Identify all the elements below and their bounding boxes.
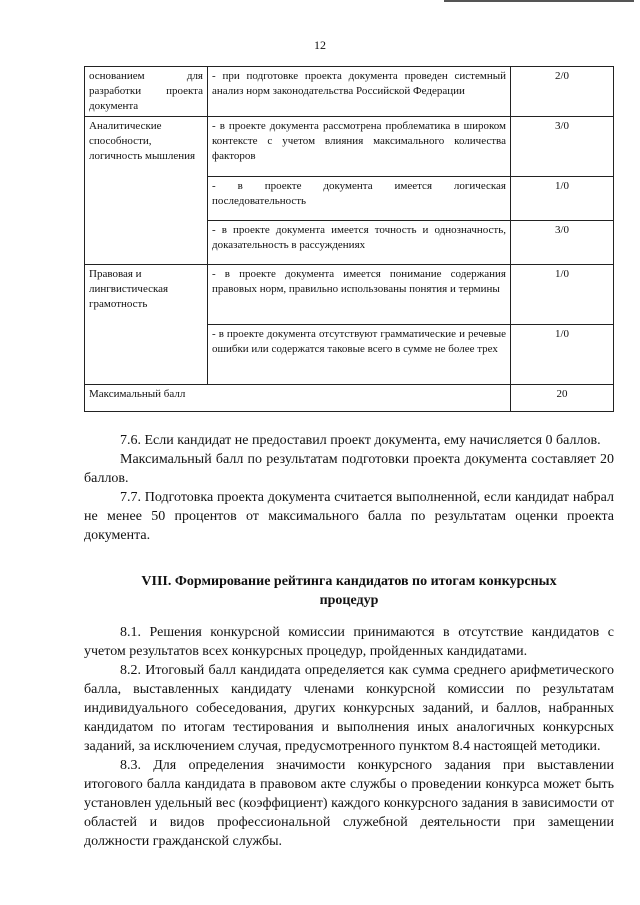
total-value-cell: 20: [511, 385, 614, 412]
indicator-cell: - в проекте документа имеется логическая последовательность: [208, 177, 511, 221]
table-total-row: [85, 385, 614, 412]
paragraph-7-6: 7.6. Если кандидат не предоставил проект документа, ему начисляется 0 баллов.: [120, 433, 601, 448]
paragraphs-bottom: [84, 623, 614, 851]
paragraph-7-7: 7.7. Подготовка проекта документа считается выполненной, если кандидат набрал не менее 50 процентов от максимального балла по результатам оценки проекта документа.: [84, 490, 614, 543]
score-cell: 1/0: [511, 177, 614, 221]
table-row: [85, 67, 614, 117]
score-cell: 3/0: [511, 117, 614, 177]
criteria-table: [84, 66, 614, 412]
indicator-cell: - в проекте документа имеется точность и однозначность, доказательность в рассуждениях: [208, 221, 511, 265]
paragraph-8-1: 8.1. Решения конкурсной комиссии принимаются в отсутствие кандидатов с учетом результатов всех конкурсных процедур, пройденных кандидатами.: [84, 625, 614, 659]
paragraphs-top: [84, 431, 614, 545]
section-title: VIII. Формирование рейтинга кандидатов по итогам конкурсных процедур: [141, 574, 557, 608]
criterion-cell: основанием для разработки проекта документа: [85, 67, 208, 117]
paragraph-8-2: 8.2. Итоговый балл кандидата определяется как сумма среднего арифметического балла, выставленных кандидату членами конкурсной комиссии по результатам индивидуального собеседования, других конкурсных заданий, и баллов, набранных кандидатом по итогам тестирования и выполнения иных аналогичных конкурсных заданий, за исключением случая, предусмотренного пунктом 8.4 настоящей методики.: [84, 663, 614, 754]
indicator-cell: - в проекте документа отсутствуют грамматические и речевые ошибки или содержатся таковые всего в сумме не более трех: [208, 325, 511, 385]
paragraph-8-3: 8.3. Для определения значимости конкурсного задания при выставлении итогового балла кандидата в правовом акте службы о проведении конкурса может быть установлен удельный вес (коэффициент) каждого конкурсного задания в зависимости от областей и видов профессиональной служебной деятельности при замещении должности гражданской службы.: [84, 758, 614, 849]
table-row: [85, 117, 614, 177]
scan-top-line: [444, 0, 634, 2]
page-number: 12: [314, 38, 326, 52]
total-label-cell: Максимальный балл: [85, 385, 511, 412]
score-cell: 1/0: [511, 325, 614, 385]
criterion-cell: Аналитические способности, логичность мышления: [85, 117, 208, 265]
criterion-cell: Правовая и лингвистическая грамотность: [85, 265, 208, 385]
indicator-cell: - в проекте документа рассмотрена проблематика в широком контексте с учетом влияния максимального количества факторов: [208, 117, 511, 177]
paragraph-max-score: Максимальный балл по результатам подготовки проекта документа составляет 20 баллов.: [84, 452, 614, 486]
score-cell: 1/0: [511, 265, 614, 325]
indicator-cell: - при подготовке проекта документа проведен системный анализ норм законодательства Российской Федерации: [208, 67, 511, 117]
score-cell: 2/0: [511, 67, 614, 117]
indicator-cell: - в проекте документа имеется понимание содержания правовых норм, правильно использованы понятия и термины: [208, 265, 511, 325]
table-row: [85, 265, 614, 325]
score-cell: 3/0: [511, 221, 614, 265]
